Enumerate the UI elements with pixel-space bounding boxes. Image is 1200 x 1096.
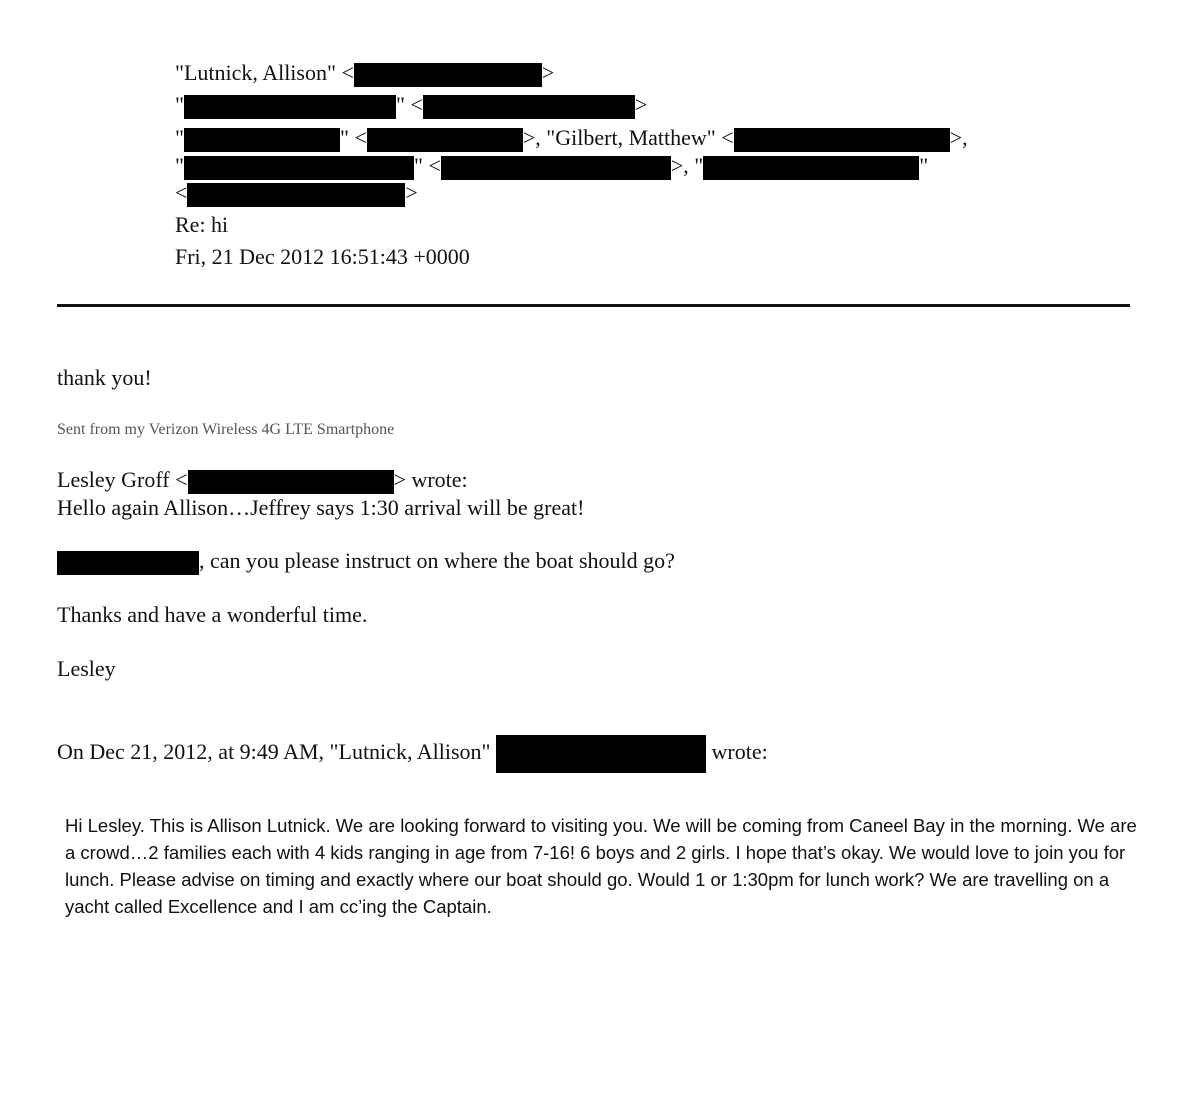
redaction-bar — [57, 551, 199, 575]
redaction-bar — [184, 95, 396, 119]
redaction-bar — [184, 156, 414, 180]
mobile-signature: Sent from my Verizon Wireless 4G LTE Smartphone — [57, 421, 395, 438]
quote2-message: Hi Lesley. This is Allison Lutnick. We are looking forward to visiting you. We will be coming from Caneel Bay in the morning. We are a crowd…2 families each with 4 kids ranging in age from 7-16! 6 boys and 2 girls. I hope that’s okay. We would love to join you for lunch. Please advise on timing and exactly where our boat should go. Would 1 or 1:30pm for lunch work? We are travelling on a yacht called Excellence and I am cc’ing the Captain. — [65, 815, 1137, 917]
redaction-bar — [188, 470, 394, 494]
redaction-bar — [703, 156, 919, 180]
date-value: Fri, 21 Dec 2012 16:51:43 +0000 — [175, 244, 470, 269]
quote1-wrote: wrote: — [411, 467, 468, 492]
redaction-bar — [734, 128, 950, 152]
redaction-bar — [496, 735, 706, 773]
header-divider — [57, 304, 1130, 307]
quote1-author: Lesley Groff — [57, 467, 170, 492]
reply-text: thank you! — [57, 365, 152, 390]
from-name: "Lutnick, Allison" — [175, 60, 336, 85]
redaction-bar — [423, 95, 635, 119]
redaction-bar — [354, 63, 542, 87]
cc-named-recipient: , "Gilbert, Matthew" — [535, 125, 716, 150]
quote2-wrote: wrote: — [711, 739, 768, 765]
quote1-signoff: Lesley — [57, 656, 116, 681]
redaction-bar — [441, 156, 671, 180]
quote1-line: Thanks and have a wonderful time. — [57, 602, 368, 627]
subject-value: Re: hi — [175, 212, 229, 237]
quote1-line-with-redaction: , can you please instruct on where the boat should go? — [57, 547, 675, 575]
quote1-line: Hello again Allison…Jeffrey says 1:30 arrival will be great! — [57, 495, 585, 520]
quote2-attribution: On Dec 21, 2012, at 9:49 AM, "Lutnick, Allison" wrote: — [57, 735, 768, 773]
redaction-bar — [184, 128, 340, 152]
quote1-attribution: Lesley Groff < > wrote: — [57, 467, 468, 492]
email-document: "Lutnick, Allison" < > " " < > " " < >, "Gilbert, Matthew" < >, " " < >, " " < > Re: hi Fri, 21 Dec 2012 16:51:43 +0000 thank you! Sent from my Verizon Wireless 4G LTE Smartphone Lesley Groff < > wrote: Hello again Allison…Jeffrey says 1:30 arrival will be great! , can you please instruct on where the boat should go? Thanks and have a wonderful time. Lesley On Dec 21, 2012, at 9:49 AM, "Lutnick, Allison" wrote: Hi Lesley. This is Allison Lutnick. We are looking forward to visiting you. We will be coming from Caneel Bay in the morning. We are a crowd…2 families each with 4 kids ranging in age from 7-16! 6 boys and 2 girls. I hope that’s okay. We would love to join you for lunch. Please advise on timing and exactly where our boat should go. Would 1 or 1:30pm for lunch work? We are travelling on a yacht called Excellence and I am cc’ing the Captain. — [0, 0, 1200, 1096]
redaction-bar — [367, 128, 523, 152]
redaction-bar — [187, 183, 405, 207]
